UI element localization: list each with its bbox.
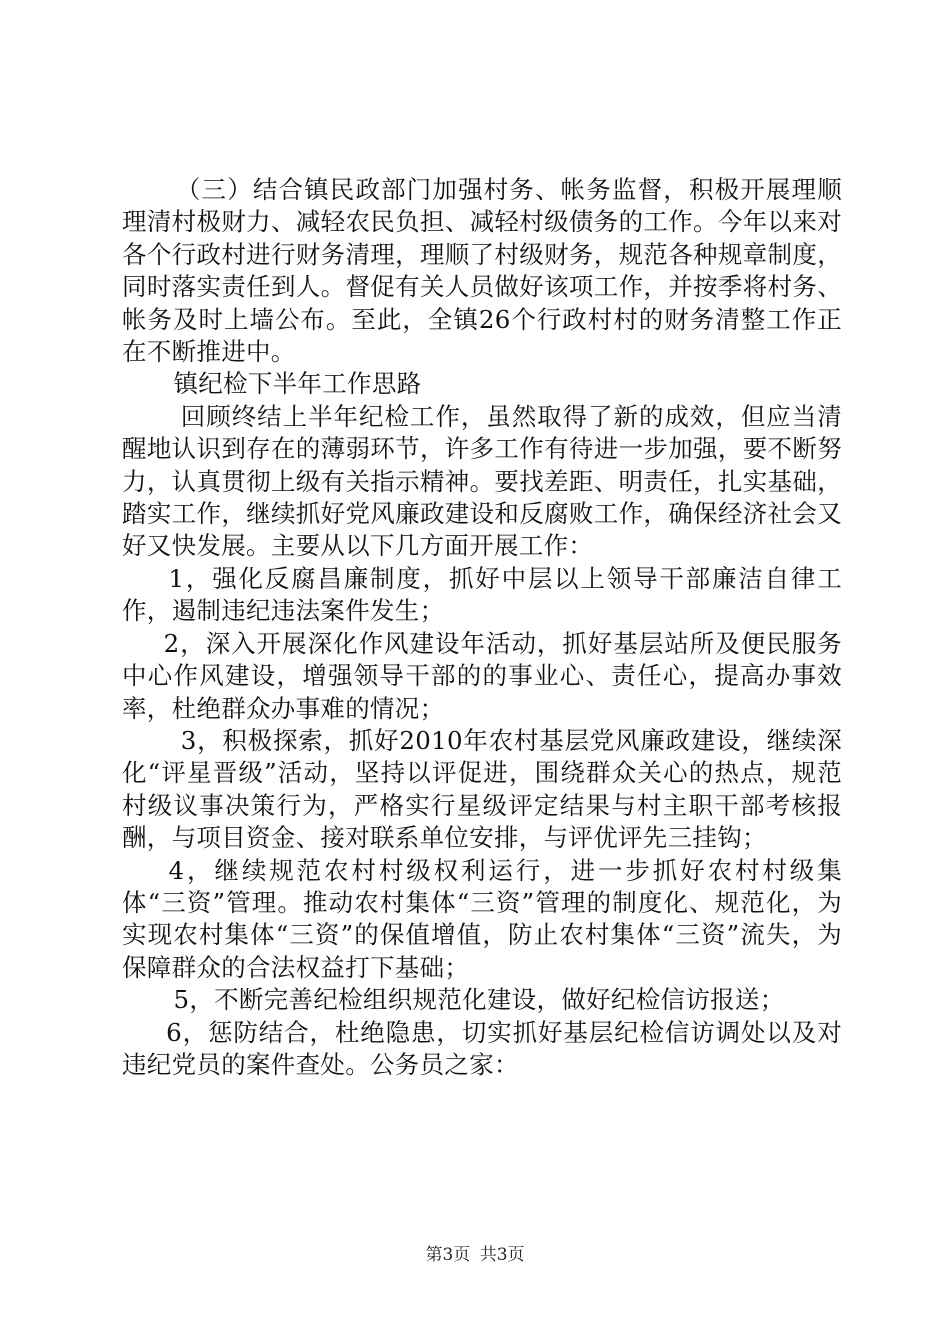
- list-item-2: 2，深入开展深化作风建设年活动，抓好基层站所及便民服务中心作风建设，增强领导干部的的事业心、责任心，提高办事效率，杜绝群众办事难的情况；: [122, 628, 842, 723]
- page-number: 第3页: [425, 1245, 471, 1265]
- paragraph-finance-supervision: （三）结合镇民政部门加强村务、帐务监督，积极开展理顺理清村极财力、减轻农民负担、减轻村级债务的工作。今年以来对各个行政村进行财务清理，理顺了村级财务，规范各种规章制度，同时落实责任到人。督促有关人员做好该项工作，并按季将村务、帐务及时上墙公布。至此，全镇26个行政村村的财务清整工作正在不断推进中。: [122, 175, 842, 367]
- list-item-5: 5，不断完善纪检组织规范化建设，做好纪检信访报送；: [173, 985, 785, 1015]
- page-footer: [0, 1244, 950, 1266]
- list-item-6: 6，惩防结合，杜绝隐患，切实抓好基层纪检信访调处以及对违纪党员的案件查处。公务员之家：: [122, 1017, 842, 1079]
- document-body: [122, 174, 842, 1081]
- list-item-4: 4，继续规范农村村级权利运行，进一步抓好农村村级集体“三资”管理。推动农村集体“三资”管理的制度化、规范化，为实现农村集体“三资”的保值增值，防止农村集体“三资”流失，为保障群众的合法权益打下基础；: [122, 855, 842, 982]
- page-total: 共3页: [479, 1245, 525, 1265]
- list-item-1: 1，强化反腐昌廉制度，抓好中层以上领导干部廉洁自律工作，遏制违纪违法案件发生；: [122, 563, 842, 626]
- list-item-3: 3，积极探索，抓好2010年农村基层党风廉政建设，继续深化“评星晋级”活动，坚持以评促进，围绕群众关心的热点，规范村级议事决策行为，严格实行星级评定结果与村主职干部考核报酬，与项目资金、接对联系单位安排，与评优评先三挂钩；: [122, 725, 842, 853]
- section-heading: 镇纪检下半年工作思路: [173, 369, 422, 399]
- paragraph-review: 回顾终结上半年纪检工作，虽然取得了新的成效，但应当清醒地认识到存在的薄弱环节，许多工作有待进一步加强，要不断努力，认真贯彻上级有关指示精神。要找差距、明责任，扎实基础，踏实工作，继续抓好党风廉政建设和反腐败工作，确保经济社会又好又快发展。主要从以下几方面开展工作：: [122, 401, 842, 561]
